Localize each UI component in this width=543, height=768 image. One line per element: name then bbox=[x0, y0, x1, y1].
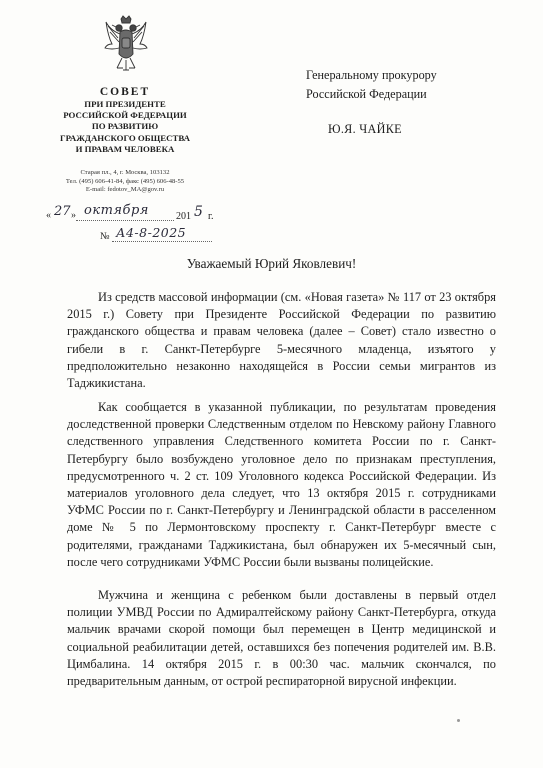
date-month: октября bbox=[84, 203, 149, 218]
outgoing-number: А4-8-2025 bbox=[116, 225, 187, 240]
org-line: И ПРАВАМ ЧЕЛОВЕКА bbox=[75, 143, 175, 154]
date-year-prefix: 201 bbox=[176, 211, 191, 222]
body-paragraph: Как сообщается в указанной публикации, по результатам проведения доследственной проверки Следственным отделом по Невскому району Главного следственного управления Следственного комитета России по г. Санкт-Петербургу было возбуждено уголовное дело по признакам преступления, предусмотренного ч. 2 ст. 109 Уголовного кодекса Российской Федерации. Из материалов уголовного дела следует, что 13 октября 2015 г. сотрудниками УФМС России по г. Санкт-Петербургу и Ленинградской области в расселенном доме № 5 по Лермонтовскому проспекту г. Санкт-Петербург вместе с родителями, гражданами Таджикистана, был обнаружен их 5-месячный сын, после чего сотрудниками УФМС России были вызваны полицейские. bbox=[67, 400, 496, 569]
document-number bbox=[100, 226, 220, 244]
org-line: ПРИ ПРЕЗИДЕНТЕ bbox=[84, 99, 166, 109]
addressee-name: Ю.Я. ЧАЙКЕ bbox=[328, 122, 402, 136]
org-address: Старая пл., 4, г. Москва, 103132 bbox=[80, 169, 170, 176]
org-phones: Тел. (495) 606-41-84, факс (495) 606-48-55 bbox=[65, 177, 185, 185]
letterhead-organization bbox=[40, 86, 210, 155]
coat-of-arms-icon bbox=[104, 14, 148, 76]
date-day: 27 bbox=[54, 204, 71, 219]
salutation: Уважаемый Юрий Яковлевич! bbox=[186, 256, 357, 271]
document-date bbox=[46, 205, 226, 223]
date-year-suffix: г. bbox=[208, 211, 214, 222]
scan-speck bbox=[457, 719, 460, 722]
date-close-quote: » bbox=[71, 210, 76, 221]
letterhead-contacts bbox=[40, 169, 210, 195]
org-line: ПО РАЗВИТИЮ bbox=[91, 121, 159, 132]
number-sign: № bbox=[100, 231, 110, 242]
org-line: РОССИЙСКОЙ ФЕДЕРАЦИИ bbox=[63, 110, 187, 121]
date-year-digit: 5 bbox=[194, 204, 203, 220]
addressee-title: Генеральному прокурору bbox=[306, 68, 437, 82]
addressee-block bbox=[306, 66, 506, 104]
org-line: ГРАЖДАНСКОГО ОБЩЕСТВА bbox=[60, 132, 190, 143]
org-email: E-mail: fedotov_MA@gov.ru bbox=[85, 186, 165, 194]
org-name: СОВЕТ bbox=[99, 86, 151, 98]
date-underline bbox=[76, 220, 174, 221]
body-paragraph: Мужчина и женщина с ребенком были доставлены в первый отдел полиции УМВД России по Адмиралтейскому району Санкт-Петербурга, откуда мальчик врачами скорой помощи был перемещен в Центр медицинской и социальной реабилитации детей, оставшихся без попечения родителей им. В.В. Цимбалина. 14 октября 2015 г. в 00:30 час. мальчик скончался, по предварительным данным, от острой респираторной вирусной инфекции. bbox=[67, 588, 496, 689]
addressee-title-line2: Российской Федерации bbox=[306, 87, 427, 101]
body-paragraph: Из средств массовой информации (см. «Новая газета» № 117 от 23 октября 2015 г.) Совету при Президенте Российской Федерации по развитию гражданского общества и правам человека (далее – Совет) стало известно о гибели в г. Санкт-Петербурге 5-месячного младенца, изъятого у предположительно незаконно находящейся в России семьи мигрантов из Таджикистана. bbox=[67, 290, 496, 391]
number-underline bbox=[112, 241, 212, 242]
date-open-quote: « bbox=[46, 210, 51, 221]
